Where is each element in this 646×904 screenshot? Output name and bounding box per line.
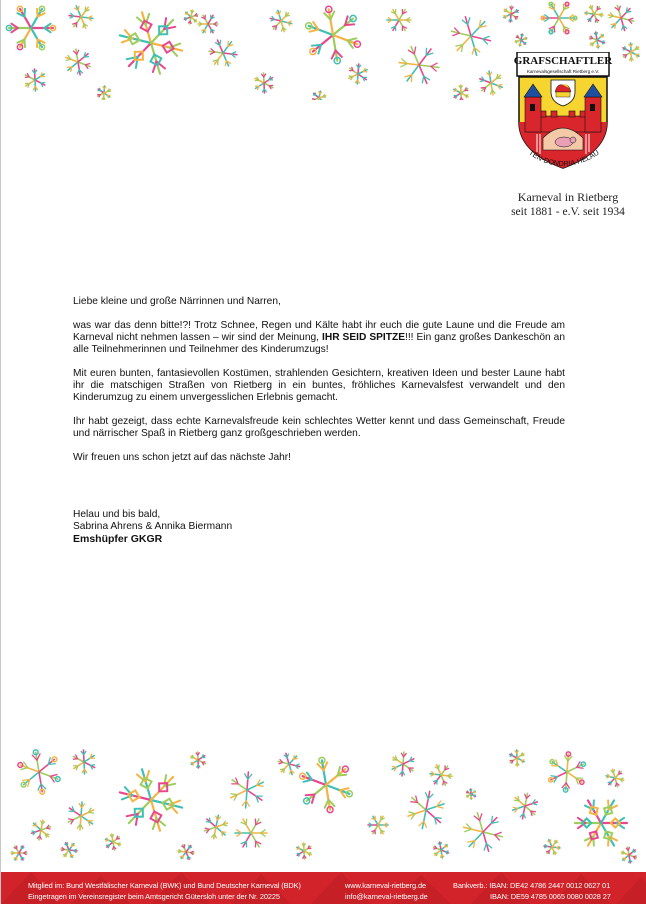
salutation: Liebe kleine und große Närrinnen und Narren,	[73, 296, 281, 307]
snowflake-icon	[454, 85, 468, 100]
snowflake-icon	[120, 769, 182, 830]
footer-bank-line-2: IBAN: DE59 4785 0065 0080 0028 27	[490, 892, 611, 901]
closing: Helau und bis bald,	[73, 509, 161, 520]
snowflake-icon	[480, 71, 502, 95]
club-crest-logo	[513, 52, 613, 172]
footer-bank	[453, 880, 611, 902]
footer-legal	[28, 880, 301, 902]
snowflake-icon	[464, 813, 503, 851]
signers: Sabrina Ahrens & Annika Biermann	[73, 521, 233, 532]
snowflake-icon	[541, 2, 577, 34]
snowflake-icon	[585, 6, 603, 23]
footer-bar	[1, 872, 646, 904]
snowflake-icon	[209, 40, 237, 66]
snowflake-icon	[349, 64, 367, 84]
letter-body	[73, 296, 565, 476]
snowflake-icon	[408, 791, 444, 828]
caption-line-2: seit 1881 - e.V. seit 1934	[511, 206, 625, 218]
snowflake-icon	[69, 6, 93, 28]
paragraph-1-text: was war das denn bitte!?! Trotz Schnee, Regen und Kälte habt ihr euch die gute Laune und die Freude am Karneval nicht nehmen lassen – wir sind der Meinung,	[73, 320, 565, 343]
snowflake-icon	[544, 840, 560, 855]
organization-name: Emshüpfer GKGR	[73, 533, 163, 545]
snowflake-icon	[608, 6, 633, 31]
snowflake-icon	[452, 17, 491, 55]
paragraph-1	[73, 320, 565, 356]
snowflake-icon	[575, 800, 627, 845]
snowflake-icon	[623, 43, 639, 61]
snowflake-icon	[205, 815, 228, 839]
footer-bank-line-1: Bankverb.: IBAN: DE42 4786 2447 0012 0627 01	[453, 881, 611, 890]
snowflake-band-bottom	[1, 740, 646, 870]
crest-banner-title: GRAFSCHAFTLER	[513, 55, 613, 67]
snowflake-icon	[510, 750, 524, 766]
footer-contact	[345, 880, 428, 902]
snowflake-icon	[392, 752, 414, 776]
snowflake-icon	[434, 842, 449, 858]
snowflake-icon	[73, 750, 94, 774]
paragraph-3: Ihr habt gezeigt, dass echte Karnevalsfreude kein schlechtes Wetter kennt und dass Gemeinschaft, Freude und närrischer Spaß in Rietberg ganz großgeschrieben werden.	[73, 416, 565, 439]
caption-line-1: Karneval in Rietberg	[517, 190, 619, 204]
snowflake-icon	[18, 750, 60, 794]
snowflake-icon	[513, 793, 538, 819]
paragraph-2: Mit euren bunten, fantasievollen Kostümen, strahlenden Gesichtern, kreativen Ideen und bester Laune habt ihr die matschigen Straßen von Rietberg in ein buntes, fröhliches Karnevalsfest verwandelt und den Kinderumzug zu einem unvergesslichen Erlebnis gemacht.	[73, 368, 565, 403]
snowflake-icon	[306, 6, 361, 64]
footer-email-link[interactable]: info@karneval-rietberg.de	[345, 892, 428, 901]
crest-motto: TEN-DONDRIA-HELAU	[527, 147, 601, 169]
snowflake-icon	[11, 846, 27, 860]
snowflake-icon	[235, 819, 267, 847]
snowflake-icon	[368, 816, 388, 833]
paragraph-4: Wir freuen uns schon jetzt auf das nächste Jahr!	[73, 452, 292, 463]
snowflake-icon	[106, 834, 121, 850]
snowflake-icon	[61, 843, 77, 858]
snowflake-icon	[255, 73, 273, 93]
snowflake-icon	[6, 6, 55, 49]
footer-membership: Mitglied im: Bund Westfälischer Karneval (BWK) und Bund Deutscher Karneval (BDK)	[28, 881, 301, 890]
snowflake-icon	[399, 47, 439, 84]
snowflake-icon	[278, 753, 299, 774]
snowflake-icon	[590, 32, 605, 48]
snowflake-icon	[98, 86, 111, 100]
snowflake-icon	[120, 12, 182, 73]
signature-block	[73, 509, 232, 545]
snowflake-icon	[270, 10, 291, 31]
crest-banner-subtitle: Karnevalsgesellschaft Rietberg e.V.	[526, 69, 600, 74]
snowflake-icon	[231, 772, 263, 808]
snowflake-icon	[622, 847, 637, 863]
crest-caption	[504, 190, 632, 220]
footer-registry: Eingetragen im Vereinsregister beim Amtsgericht Gütersloh unter der Nr. 20225	[28, 892, 280, 901]
snowflake-icon	[184, 10, 197, 24]
snowflake-icon	[297, 843, 311, 859]
snowflake-icon	[178, 845, 194, 860]
snowflake-icon	[66, 49, 90, 75]
snowflake-icon	[387, 10, 411, 31]
snowflake-icon	[504, 6, 518, 22]
snowflake-icon	[25, 69, 45, 91]
snowflake-icon	[549, 752, 586, 792]
snowflake-icon	[430, 765, 452, 785]
snowflake-icon	[312, 91, 325, 100]
snowflake-icon	[32, 820, 51, 840]
footer-website-link[interactable]: www.karneval-rietberg.de	[345, 881, 426, 890]
paragraph-1-text-end: !!! Ein ganz großes Dankeschön an alle Teilnehmerinnen und Teilnehmer des Kinderumzugs!	[73, 332, 566, 355]
snowflake-icon	[191, 752, 205, 768]
snowflake-icon	[198, 15, 218, 32]
snowflake-icon	[467, 789, 476, 799]
snowflake-icon	[68, 802, 93, 830]
emphasis-text: IHR SEID SPITZE	[322, 332, 406, 343]
snowflake-icon	[300, 757, 353, 812]
snowflake-icon	[606, 769, 623, 786]
snowflake-icon	[515, 34, 526, 46]
